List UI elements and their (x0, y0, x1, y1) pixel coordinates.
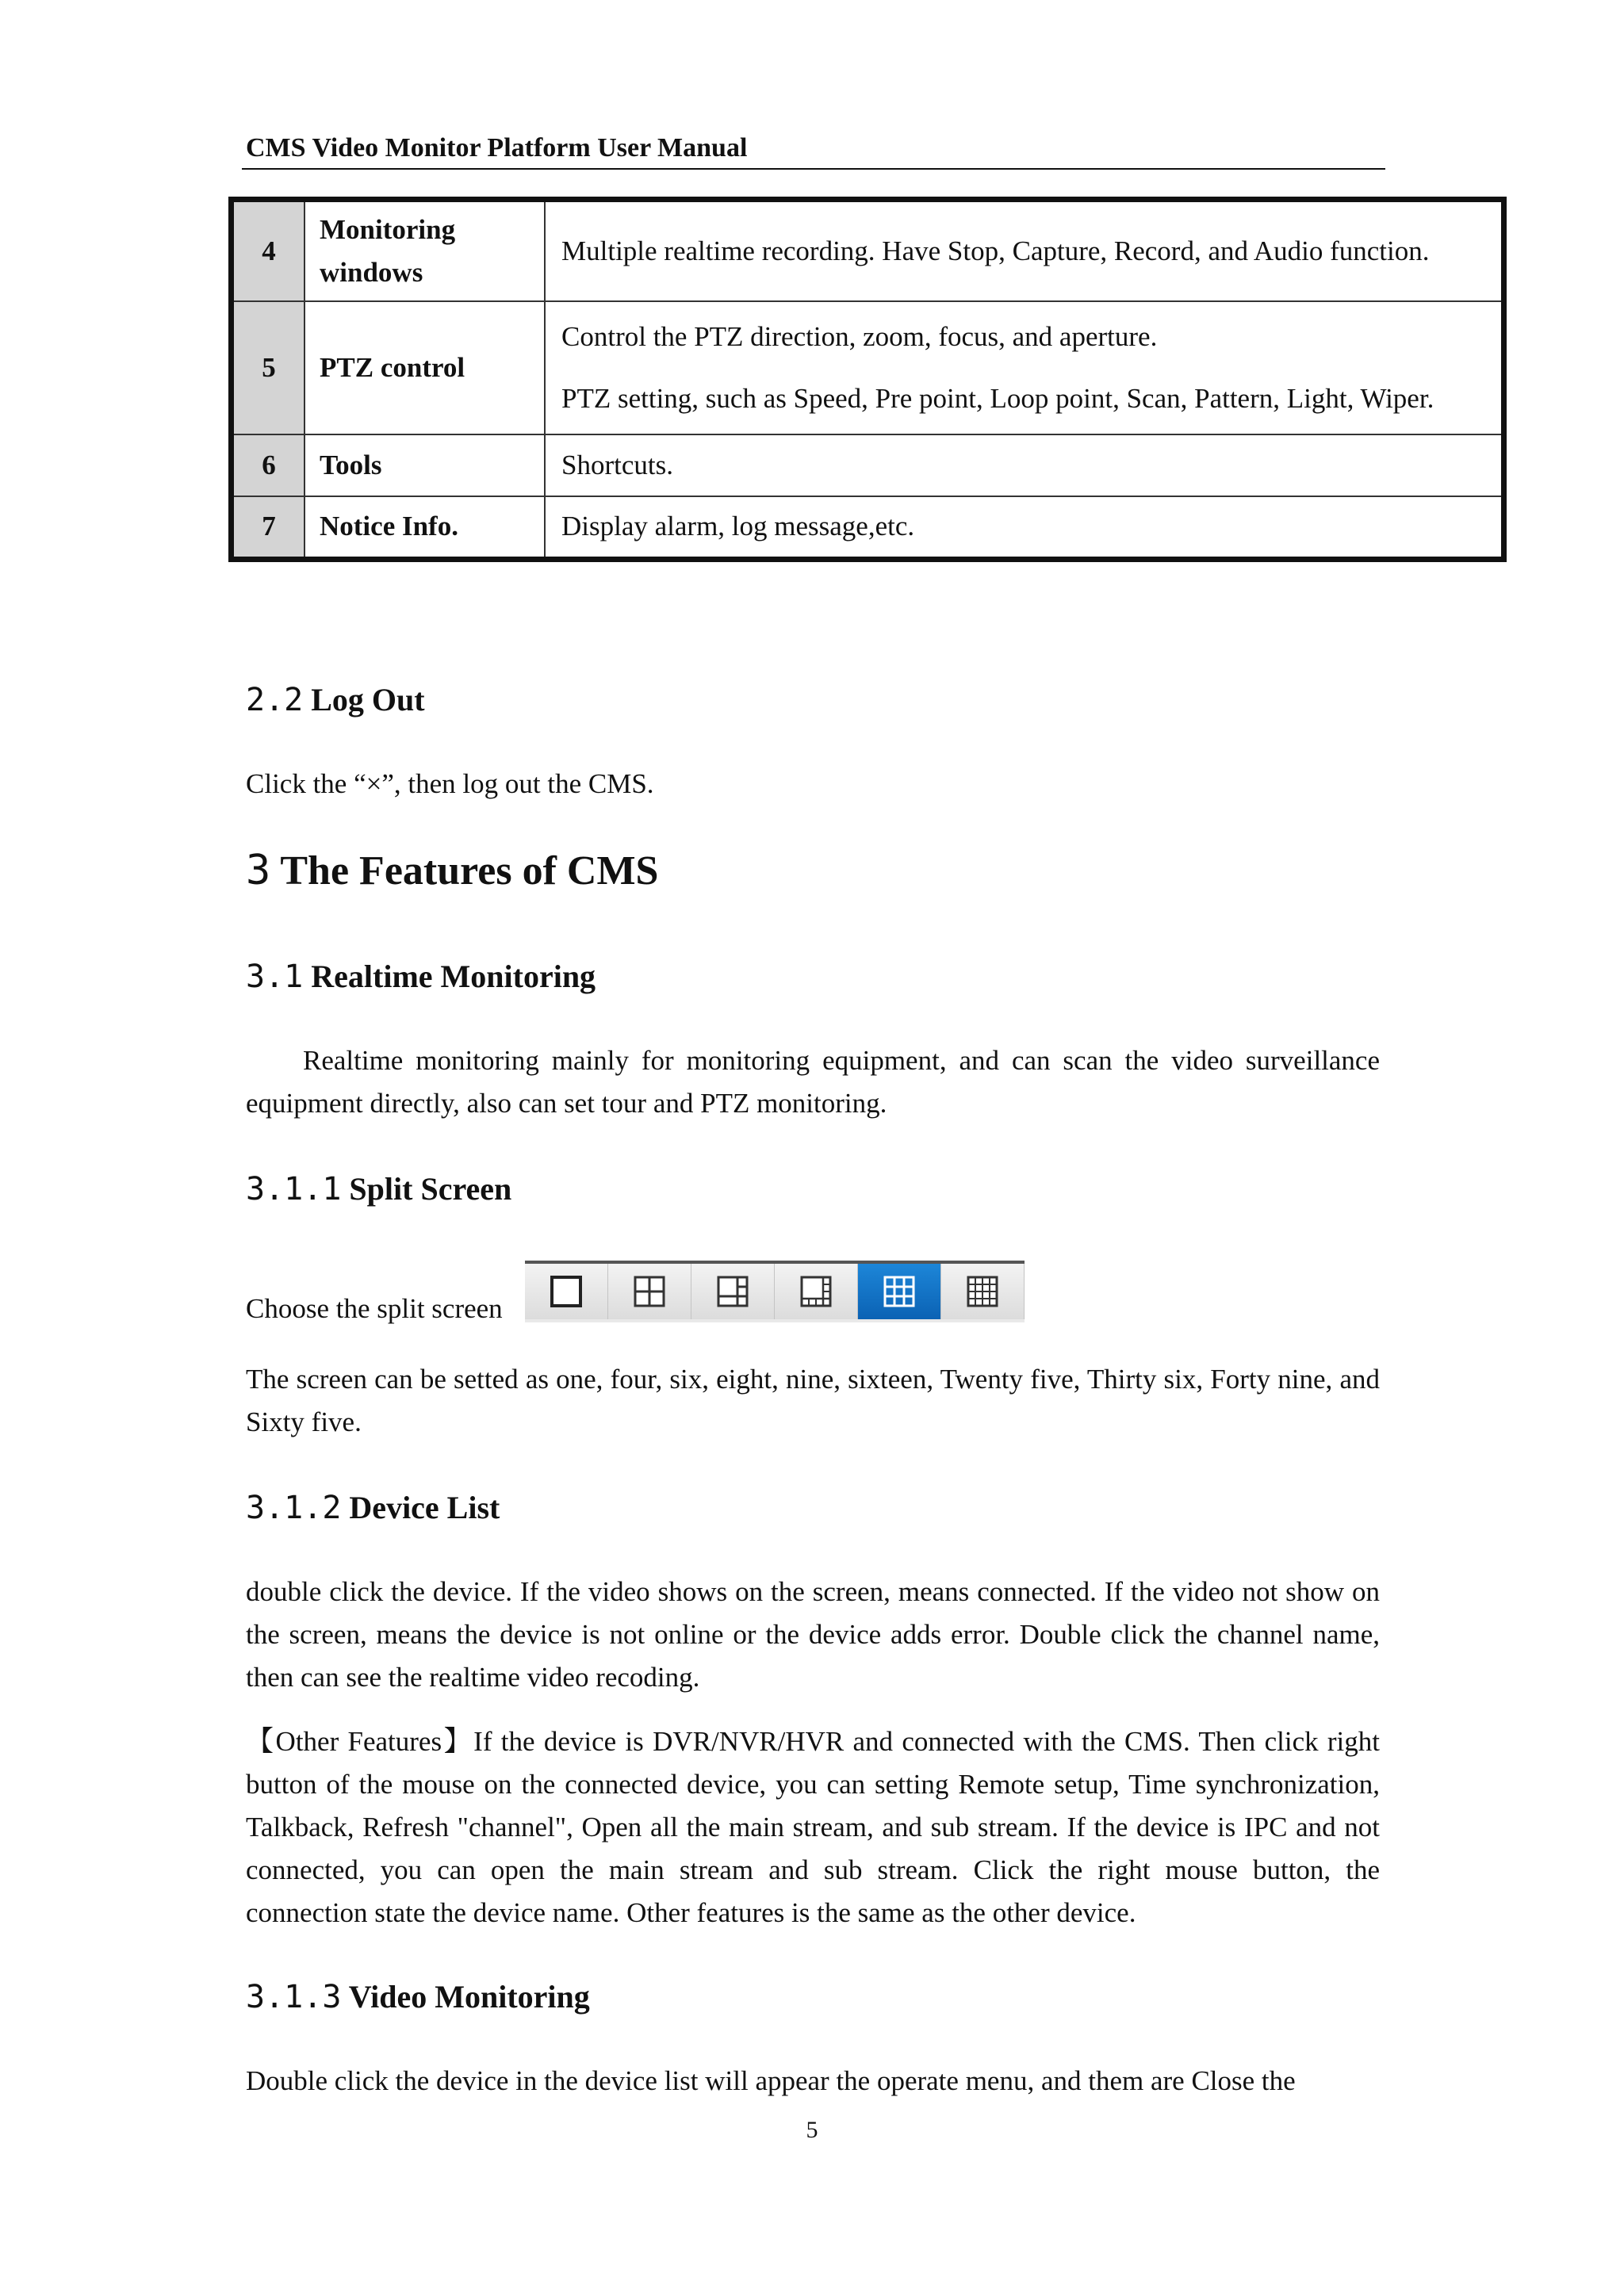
heading-title: Split Screen (349, 1171, 512, 1207)
row-number: 7 (232, 496, 305, 560)
split-4-button[interactable] (608, 1264, 691, 1319)
split-6-button[interactable] (691, 1264, 775, 1319)
row-description (545, 434, 1504, 496)
split-screen-text: The screen can be setted as one, four, six, eight, nine, sixteen, Twenty five, Thirty six, Forty nine, and Sixty five. (246, 1364, 1380, 1437)
split-8-button[interactable] (775, 1264, 858, 1319)
split-screen-toolbar (525, 1261, 1025, 1322)
row-description (545, 200, 1504, 301)
row-name (304, 200, 545, 301)
page-number: 5 (806, 2117, 818, 2143)
heading-title: Video Monitoring (348, 1979, 590, 2015)
row-number: 5 (232, 301, 305, 434)
heading-split-screen (246, 1169, 511, 1209)
heading-number: 2.2 (246, 682, 304, 718)
split-9-icon (882, 1274, 917, 1309)
heading-title: Log Out (311, 682, 425, 718)
row-name (304, 496, 545, 560)
heading-title: The Features of CMS (280, 848, 659, 894)
heading-title: Realtime Monitoring (311, 959, 596, 994)
split-16-button[interactable] (941, 1264, 1025, 1319)
row-name-line: windows (320, 256, 423, 288)
description-line: Display alarm, log message,etc. (561, 511, 915, 542)
description-line: Control the PTZ direction, zoom, focus, and aperture. (561, 320, 1158, 352)
device-list-text: double click the device. If the video shows on the screen, means connected. If the video not show on the screen, means the device is not online or the device adds error. Double click the channel name, then can see the realtime video recoding. (246, 1576, 1380, 1693)
heading-realtime-monitoring (246, 957, 596, 997)
realtime-monitoring-text: Realtime monitoring mainly for monitoring equipment, and can scan the video surveillance equipment directly, also can set tour and PTZ monitoring. (246, 1045, 1380, 1119)
table-row (232, 434, 1504, 496)
feature-table (228, 197, 1507, 562)
running-header: CMS Video Monitor Platform User Manual (246, 133, 748, 163)
split-4-icon (632, 1274, 667, 1309)
heading-title: Device List (349, 1490, 500, 1525)
description-line: Shortcuts. (561, 449, 673, 480)
row-number: 4 (232, 200, 305, 301)
row-name (304, 434, 545, 496)
other-features-text: 【Other Features】If the device is DVR/NVR/HVR and connected with the CMS. Then click right button of the mouse on the connected device, you can setting Remote setup, Time synchronization, Talkback, Refresh "channel", Open all the main stream, and sub stream. If the device is IPC and not connected, you can open the main stream and sub stream. Click the right mouse button, the connection state the device name. Other features is the same as the other device. (246, 1726, 1380, 1928)
video-monitoring-text: Double click the device in the device list will appear the operate menu, and them are Close the (246, 2065, 1296, 2096)
heading-device-list (246, 1488, 500, 1528)
choose-split-label: Choose the split screen (246, 1293, 503, 1324)
heading-number: 3 (246, 847, 271, 894)
heading-number: 3.1.3 (246, 1979, 342, 2015)
heading-number: 3.1 (246, 959, 304, 995)
table-row (232, 200, 1504, 301)
row-name-line: Notice Info. (320, 511, 458, 542)
row-description (545, 496, 1504, 560)
split-16-icon (965, 1274, 1000, 1309)
row-name (304, 301, 545, 434)
heading-number: 3.1.1 (246, 1171, 342, 1207)
heading-log-out (246, 680, 425, 720)
table-row (232, 496, 1504, 560)
heading-features (246, 846, 658, 896)
header-rule (242, 168, 1385, 170)
row-name-line: PTZ control (320, 351, 465, 383)
row-name-line: Monitoring (320, 213, 456, 245)
row-name-line: Tools (320, 449, 382, 480)
split-1-button[interactable] (525, 1264, 608, 1319)
log-out-text: Click the “×”, then log out the CMS. (246, 768, 654, 799)
row-description (545, 301, 1504, 434)
table-row (232, 301, 1504, 434)
split-9-button[interactable] (858, 1264, 941, 1319)
split-6-icon (715, 1274, 750, 1309)
row-number: 6 (232, 434, 305, 496)
description-line: PTZ setting, such as Speed, Pre point, Loop point, Scan, Pattern, Light, Wiper. (561, 382, 1434, 414)
heading-number: 3.1.2 (246, 1490, 342, 1526)
description-line: Multiple realtime recording. Have Stop, Capture, Record, and Audio function. (561, 235, 1430, 266)
split-1-icon (549, 1274, 584, 1309)
split-8-icon (799, 1274, 833, 1309)
heading-video-monitoring (246, 1977, 590, 2017)
